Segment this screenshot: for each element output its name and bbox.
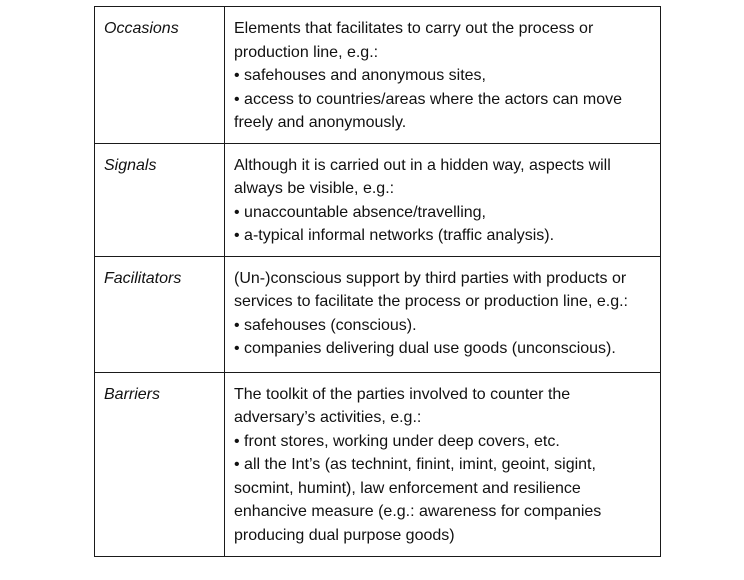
bullet-item: • unaccountable absence/travelling, [234, 201, 654, 225]
description-line: always be visible, e.g.: [234, 180, 395, 197]
bullet-item: • a-typical informal networks (traffic analysis). [234, 224, 654, 248]
bullet-item: • companies delivering dual use goods (unconscious). [234, 337, 654, 361]
bullet-item: • access to countries/areas where the actors can move [234, 88, 654, 112]
description-line: Although it is carried out in a hidden way, aspects will [234, 156, 611, 174]
description-line: freely and anonymously. [234, 114, 407, 131]
table-row-signals [95, 143, 661, 256]
description-line: Elements that facilitates to carry out the process or [234, 20, 594, 37]
term-cell: Barriers [95, 372, 225, 556]
description-line: services to facilitate the process or production line, e.g.: [234, 293, 628, 310]
description-cell [225, 372, 661, 556]
description-cell [225, 7, 661, 144]
definitions-table [94, 6, 661, 557]
table-row-facilitators [95, 256, 661, 372]
term-cell: Signals [95, 143, 225, 256]
description-line: The toolkit of the parties involved to counter the [234, 385, 571, 403]
bullet-item: • front stores, working under deep covers, etc. [234, 430, 654, 454]
bullet-item: • safehouses (conscious). [234, 314, 654, 338]
table-row-barriers [95, 372, 661, 556]
description-line: production line, e.g.: [234, 43, 379, 61]
description-line: (Un-)conscious support by third parties with products or [234, 269, 627, 287]
description-cell [225, 143, 661, 256]
term-cell: Facilitators [95, 256, 225, 372]
description-cell [225, 256, 661, 372]
description-line: producing dual purpose goods) [234, 526, 455, 544]
description-line: adversary’s activities, e.g.: [234, 409, 422, 426]
term-cell: Occasions [95, 7, 225, 144]
bullet-item: • safehouses and anonymous sites, [234, 64, 654, 88]
description-line: enhancive measure (e.g.: awareness for companies [234, 503, 602, 520]
description-line: socmint, humint), law enforcement and resilience [234, 479, 581, 497]
bullet-item: • all the Int’s (as technint, finint, imint, geoint, sigint, [234, 453, 654, 477]
table-row-occasions [95, 7, 661, 144]
